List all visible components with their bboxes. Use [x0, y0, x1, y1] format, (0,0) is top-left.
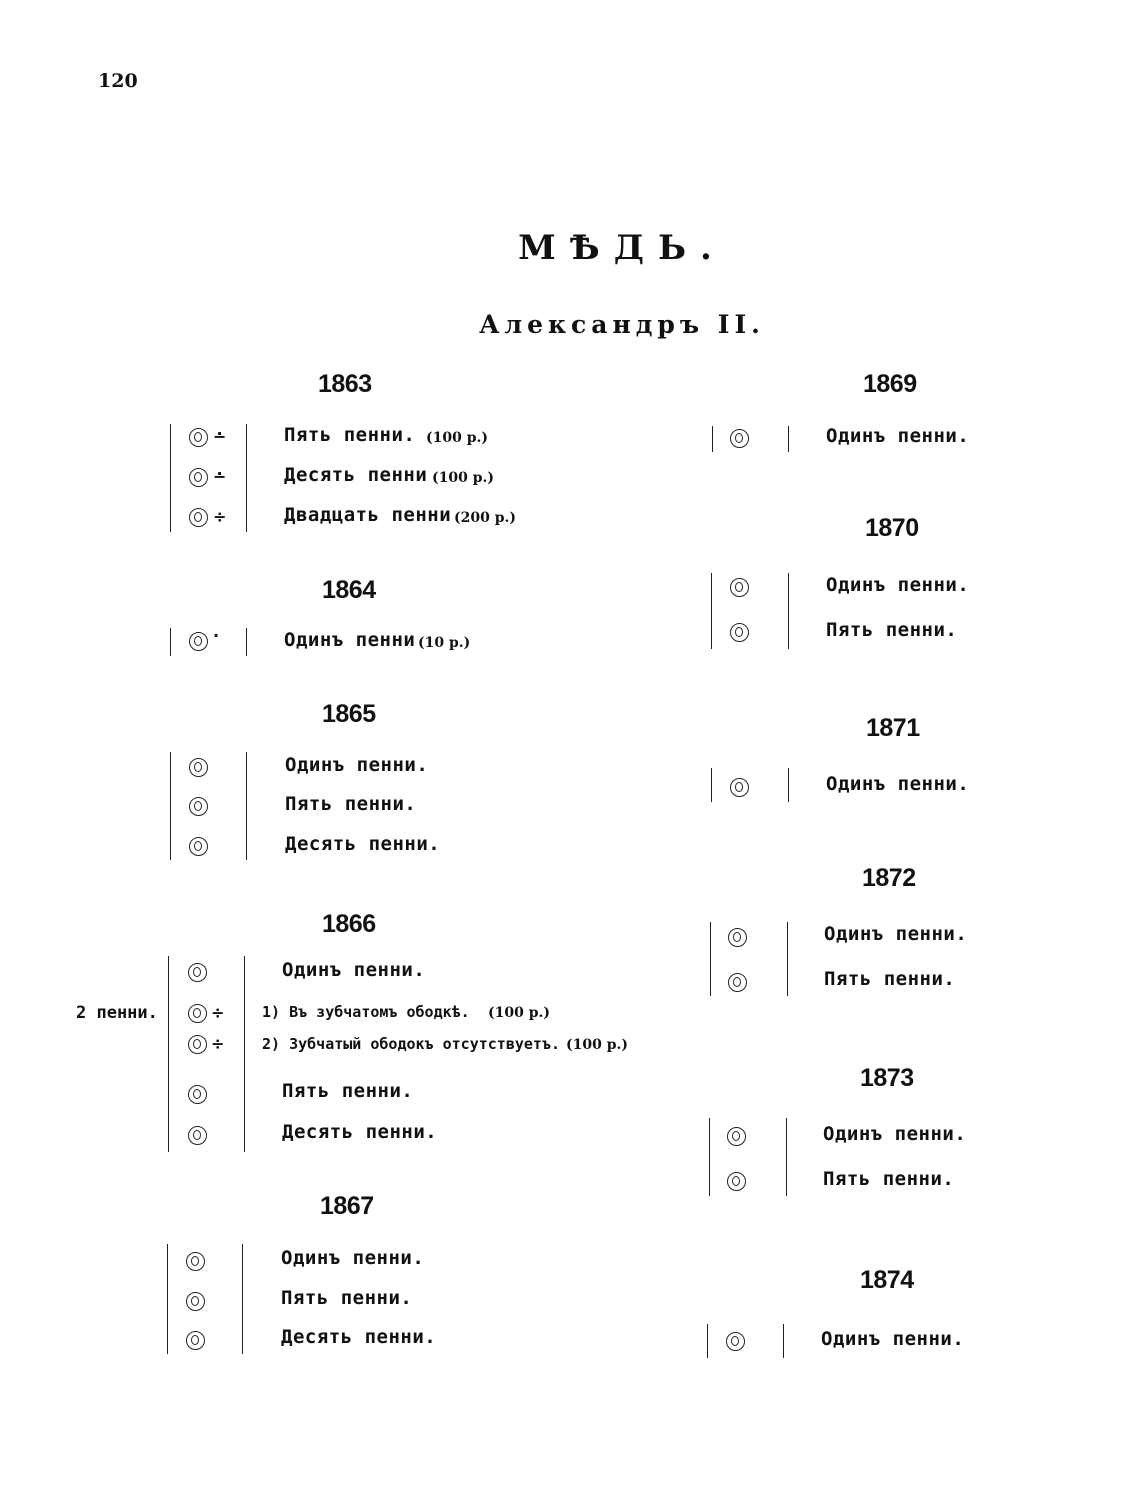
year-heading-1867: 1867: [320, 1192, 374, 1220]
right-rule: [783, 1324, 784, 1358]
left-rule: [167, 1244, 168, 1354]
rarity-filled-icon: ÷: [211, 1034, 225, 1053]
left-rule: [709, 1118, 710, 1196]
right-rule: [246, 424, 247, 532]
price-note: (100 р.): [432, 470, 495, 486]
coin-label: Одинъ пенни.: [281, 1247, 425, 1269]
coin-label: Десять пенни: [284, 464, 428, 486]
left-rule: [712, 426, 713, 452]
mint-mark-icon: [730, 429, 749, 448]
coin-label: Пять пенни.: [285, 793, 417, 815]
coin-label: Двадцать пенни: [284, 504, 452, 526]
right-rule: [786, 1118, 787, 1196]
right-rule: [246, 752, 247, 860]
year-heading-1871: 1871: [866, 714, 920, 742]
mint-mark-icon: [188, 963, 207, 982]
year-heading-1865: 1865: [322, 700, 376, 728]
right-rule: [244, 956, 245, 1152]
mint-mark-icon: [186, 1252, 205, 1271]
mint-mark-icon: [189, 632, 208, 651]
mint-mark-icon: [188, 1126, 207, 1145]
coin-label: Одинъ пенни.: [823, 1123, 967, 1145]
mint-mark-icon: [189, 758, 208, 777]
year-heading-1874: 1874: [860, 1266, 914, 1294]
coin-label: Десять пенни.: [285, 833, 441, 855]
right-rule: [242, 1244, 243, 1354]
coin-label: Пять пенни.: [281, 1287, 413, 1309]
left-rule: [170, 424, 171, 532]
left-rule: [710, 922, 711, 996]
left-rule: [170, 752, 171, 860]
coin-label: Одинъ пенни: [284, 629, 416, 651]
year-heading-1863: 1863: [318, 370, 372, 398]
left-rule: [711, 573, 712, 649]
mint-mark-icon: [727, 1172, 746, 1191]
right-rule: [787, 922, 788, 996]
rarity-dot-icon: ·: [213, 626, 220, 645]
mint-mark-icon: [188, 1004, 207, 1023]
coin-label: Пять пенни.: [282, 1080, 414, 1102]
coin-label: Пять пенни.: [284, 424, 416, 446]
mint-mark-icon: [189, 468, 208, 487]
mint-mark-icon: [728, 928, 747, 947]
coin-label: Десять пенни.: [282, 1121, 438, 1143]
variety-label: 2) Зубчатый ободокъ отсутствуетъ.: [262, 1035, 561, 1053]
rarity-filled-icon: ÷: [211, 1003, 225, 1022]
coin-label: Одинъ пенни.: [826, 773, 970, 795]
price-note: (100 р.): [426, 430, 489, 446]
mint-mark-icon: [726, 1332, 745, 1351]
variety-label: 1) Въ зубчатомъ ободкѣ.: [262, 1003, 470, 1021]
coin-label: Одинъ пенни.: [821, 1328, 965, 1350]
price-note: (100 р.): [488, 1005, 551, 1021]
year-heading-1864: 1864: [322, 576, 376, 604]
year-heading-1873: 1873: [860, 1064, 914, 1092]
mint-mark-icon: [730, 623, 749, 642]
coin-label: Пять пенни.: [823, 1168, 955, 1190]
mint-mark-icon: [189, 797, 208, 816]
page-title: МѢДЬ.: [518, 228, 726, 268]
year-heading-1870: 1870: [865, 514, 919, 542]
mint-mark-icon: [189, 428, 208, 447]
left-rule: [711, 768, 712, 802]
coin-label: Одинъ пенни.: [826, 425, 970, 447]
year-heading-1872: 1872: [862, 864, 916, 892]
coin-label: Пять пенни.: [826, 619, 958, 641]
price-note: (10 р.): [418, 635, 471, 651]
mint-mark-icon: [728, 973, 747, 992]
mint-mark-icon: [189, 508, 208, 527]
mint-mark-icon: [730, 778, 749, 797]
mint-mark-icon: [186, 1292, 205, 1311]
mint-mark-icon: [189, 837, 208, 856]
mint-mark-icon: [188, 1035, 207, 1054]
right-rule: [788, 768, 789, 802]
section-subtitle: Александръ II.: [479, 310, 765, 339]
rarity-hollow-icon: ∸: [213, 427, 227, 446]
year-heading-1866: 1866: [322, 910, 376, 938]
coin-label: Одинъ пенни.: [824, 923, 968, 945]
year-heading-1869: 1869: [863, 370, 917, 398]
mint-mark-icon: [727, 1127, 746, 1146]
right-rule: [246, 628, 247, 656]
left-rule: [168, 956, 169, 1152]
coin-label: Десять пенни.: [281, 1326, 437, 1348]
right-rule: [788, 573, 789, 649]
left-rule: [170, 628, 171, 656]
coin-label: Пять пенни.: [824, 968, 956, 990]
rarity-filled-icon: ÷: [213, 507, 227, 526]
side-note: 2 пенни.: [76, 1003, 158, 1023]
coin-label: Одинъ пенни.: [285, 754, 429, 776]
rarity-hollow-icon: ∸: [213, 467, 227, 486]
coin-label: Одинъ пенни.: [826, 574, 970, 596]
mint-mark-icon: [730, 578, 749, 597]
mint-mark-icon: [188, 1085, 207, 1104]
mint-mark-icon: [186, 1331, 205, 1350]
right-rule: [788, 426, 789, 452]
page-number: 120: [98, 70, 138, 92]
price-note: (200 р.): [454, 510, 517, 526]
coin-label: Одинъ пенни.: [282, 959, 426, 981]
price-note: (100 р.): [566, 1037, 629, 1053]
left-rule: [707, 1324, 708, 1358]
